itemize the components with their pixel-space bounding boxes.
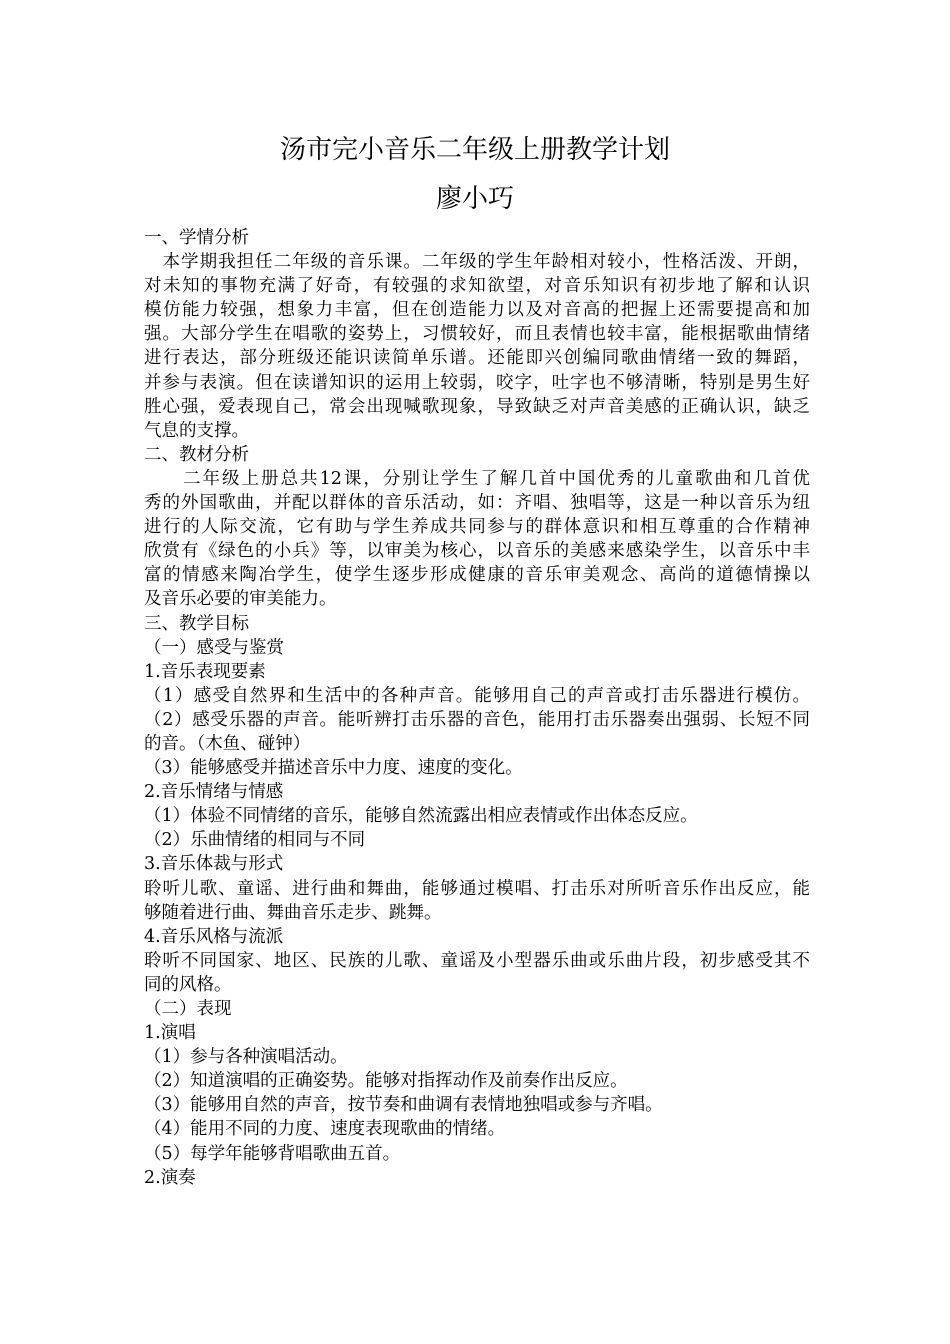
text-line: 1.音乐表现要素 [144, 661, 266, 682]
text-line: 聆听不同国家、地区、民族的儿歌、童谣及小型器乐曲或乐曲片段，初步感受其不 [144, 950, 810, 971]
text-line: （3）能够用自然的声音，按节奏和曲调有表情地独唱或参与齐唱。 [144, 1095, 663, 1116]
text-line: （5）每学年能够背唱歌曲五首。 [144, 1143, 401, 1164]
text-line: （2）知道演唱的正确姿势。能够对指挥动作及前奏作出反应。 [144, 1071, 628, 1092]
text-line: 秀的外国歌曲，并配以群体的音乐活动，如：齐唱、独唱等，这是一种以音乐为纽 [144, 493, 810, 514]
text-line: 欣赏有《绿色的小兵》等，以审美为核心，以音乐的美感来感染学生，以音乐中丰 [144, 541, 810, 562]
text-line: 对未知的事物充满了好奇，有较强的求知欲望，对音乐知识有初步地了解和认识 [144, 276, 810, 297]
text-line: 二、教材分析 [144, 444, 249, 465]
text-line: 气息的支撑。 [144, 420, 249, 441]
text-line: 及音乐必要的审美能力。 [144, 589, 337, 610]
text-line: 够随着进行曲、舞曲音乐走步、跳舞。 [144, 902, 442, 923]
text-line: （一）感受与鉴赏 [144, 637, 284, 658]
text-line: 模仿能力较强，想象力丰富，但在创造能力以及对音高的把握上还需要提高和加 [144, 300, 810, 321]
text-line: 胜心强，爱表现自己，常会出现喊歌现象，导致缺乏对声音美感的正确认识，缺乏 [144, 396, 810, 417]
author-name: 廖小巧 [435, 184, 514, 214]
text-line: 2.音乐情绪与情感 [144, 782, 284, 803]
text-line: （1）感受自然界和生活中的各种声音。能够用自己的声音或打击乐器进行模仿。 [144, 685, 810, 706]
text-line: 强。大部分学生在唱歌的姿势上，习惯较好，而且表情也较丰富，能根据歌曲情绪 [144, 324, 810, 345]
text-line: 一、学情分析 [144, 228, 249, 248]
text-line: （2）乐曲情绪的相同与不同 [144, 830, 366, 851]
document-body [144, 226, 810, 1190]
text-line: （4）能用不同的力度、速度表现歌曲的情绪。 [144, 1119, 506, 1140]
text-line: 进行的人际交流，它有助与学生养成共同参与的群体意识和相互尊重的合作精神 [144, 517, 810, 538]
text-line: 3.音乐体裁与形式 [144, 854, 284, 875]
text-line: 2.演奏 [144, 1167, 196, 1188]
text-line: 4.音乐风格与流派 [144, 926, 284, 947]
text-line: （1）体验不同情绪的音乐，能够自然流露出相应表情或作出体态反应。 [144, 806, 698, 827]
text-line: （2）感受乐器的声音。能听辨打击乐器的音色，能用打击乐器奏出强弱、长短不同 [144, 709, 810, 730]
text-line: （二）表现 [144, 999, 232, 1019]
text-line: （3）能够感受并描述音乐中力度、速度的变化。 [144, 758, 523, 779]
text-line: （1）参与各种演唱活动。 [144, 1047, 348, 1068]
document-title: 汤市完小音乐二年级上册教学计划 [279, 135, 670, 165]
text-line: 富的情感来陶冶学生，使学生逐步形成健康的音乐审美观念、高尚的道德情操以 [144, 565, 810, 586]
text-line: 本学期我担任二年级的音乐课。二年级的学生年龄相对较小，性格活泼、开朗， [144, 252, 810, 273]
text-line: 三、教学目标 [144, 613, 249, 634]
text-line: 并参与表演。但在读谱知识的运用上较弱，咬字，吐字也不够清晰，特别是男生好 [144, 372, 810, 393]
text-line: 的音。（木鱼、碰钟） [144, 733, 311, 754]
text-line: 进行表达，部分班级还能识读简单乐谱。还能即兴创编同歌曲情绪一致的舞蹈， [144, 348, 810, 369]
text-line: 聆听儿歌、童谣、进行曲和舞曲，能够通过模唱、打击乐对所听音乐作出反应，能 [144, 878, 810, 899]
text-line: 二年级上册总共12课，分别让学生了解几首中国优秀的儿童歌曲和几首优 [144, 468, 810, 489]
text-line: 1.演唱 [144, 1023, 196, 1044]
text-line: 同的风格。 [144, 974, 232, 995]
